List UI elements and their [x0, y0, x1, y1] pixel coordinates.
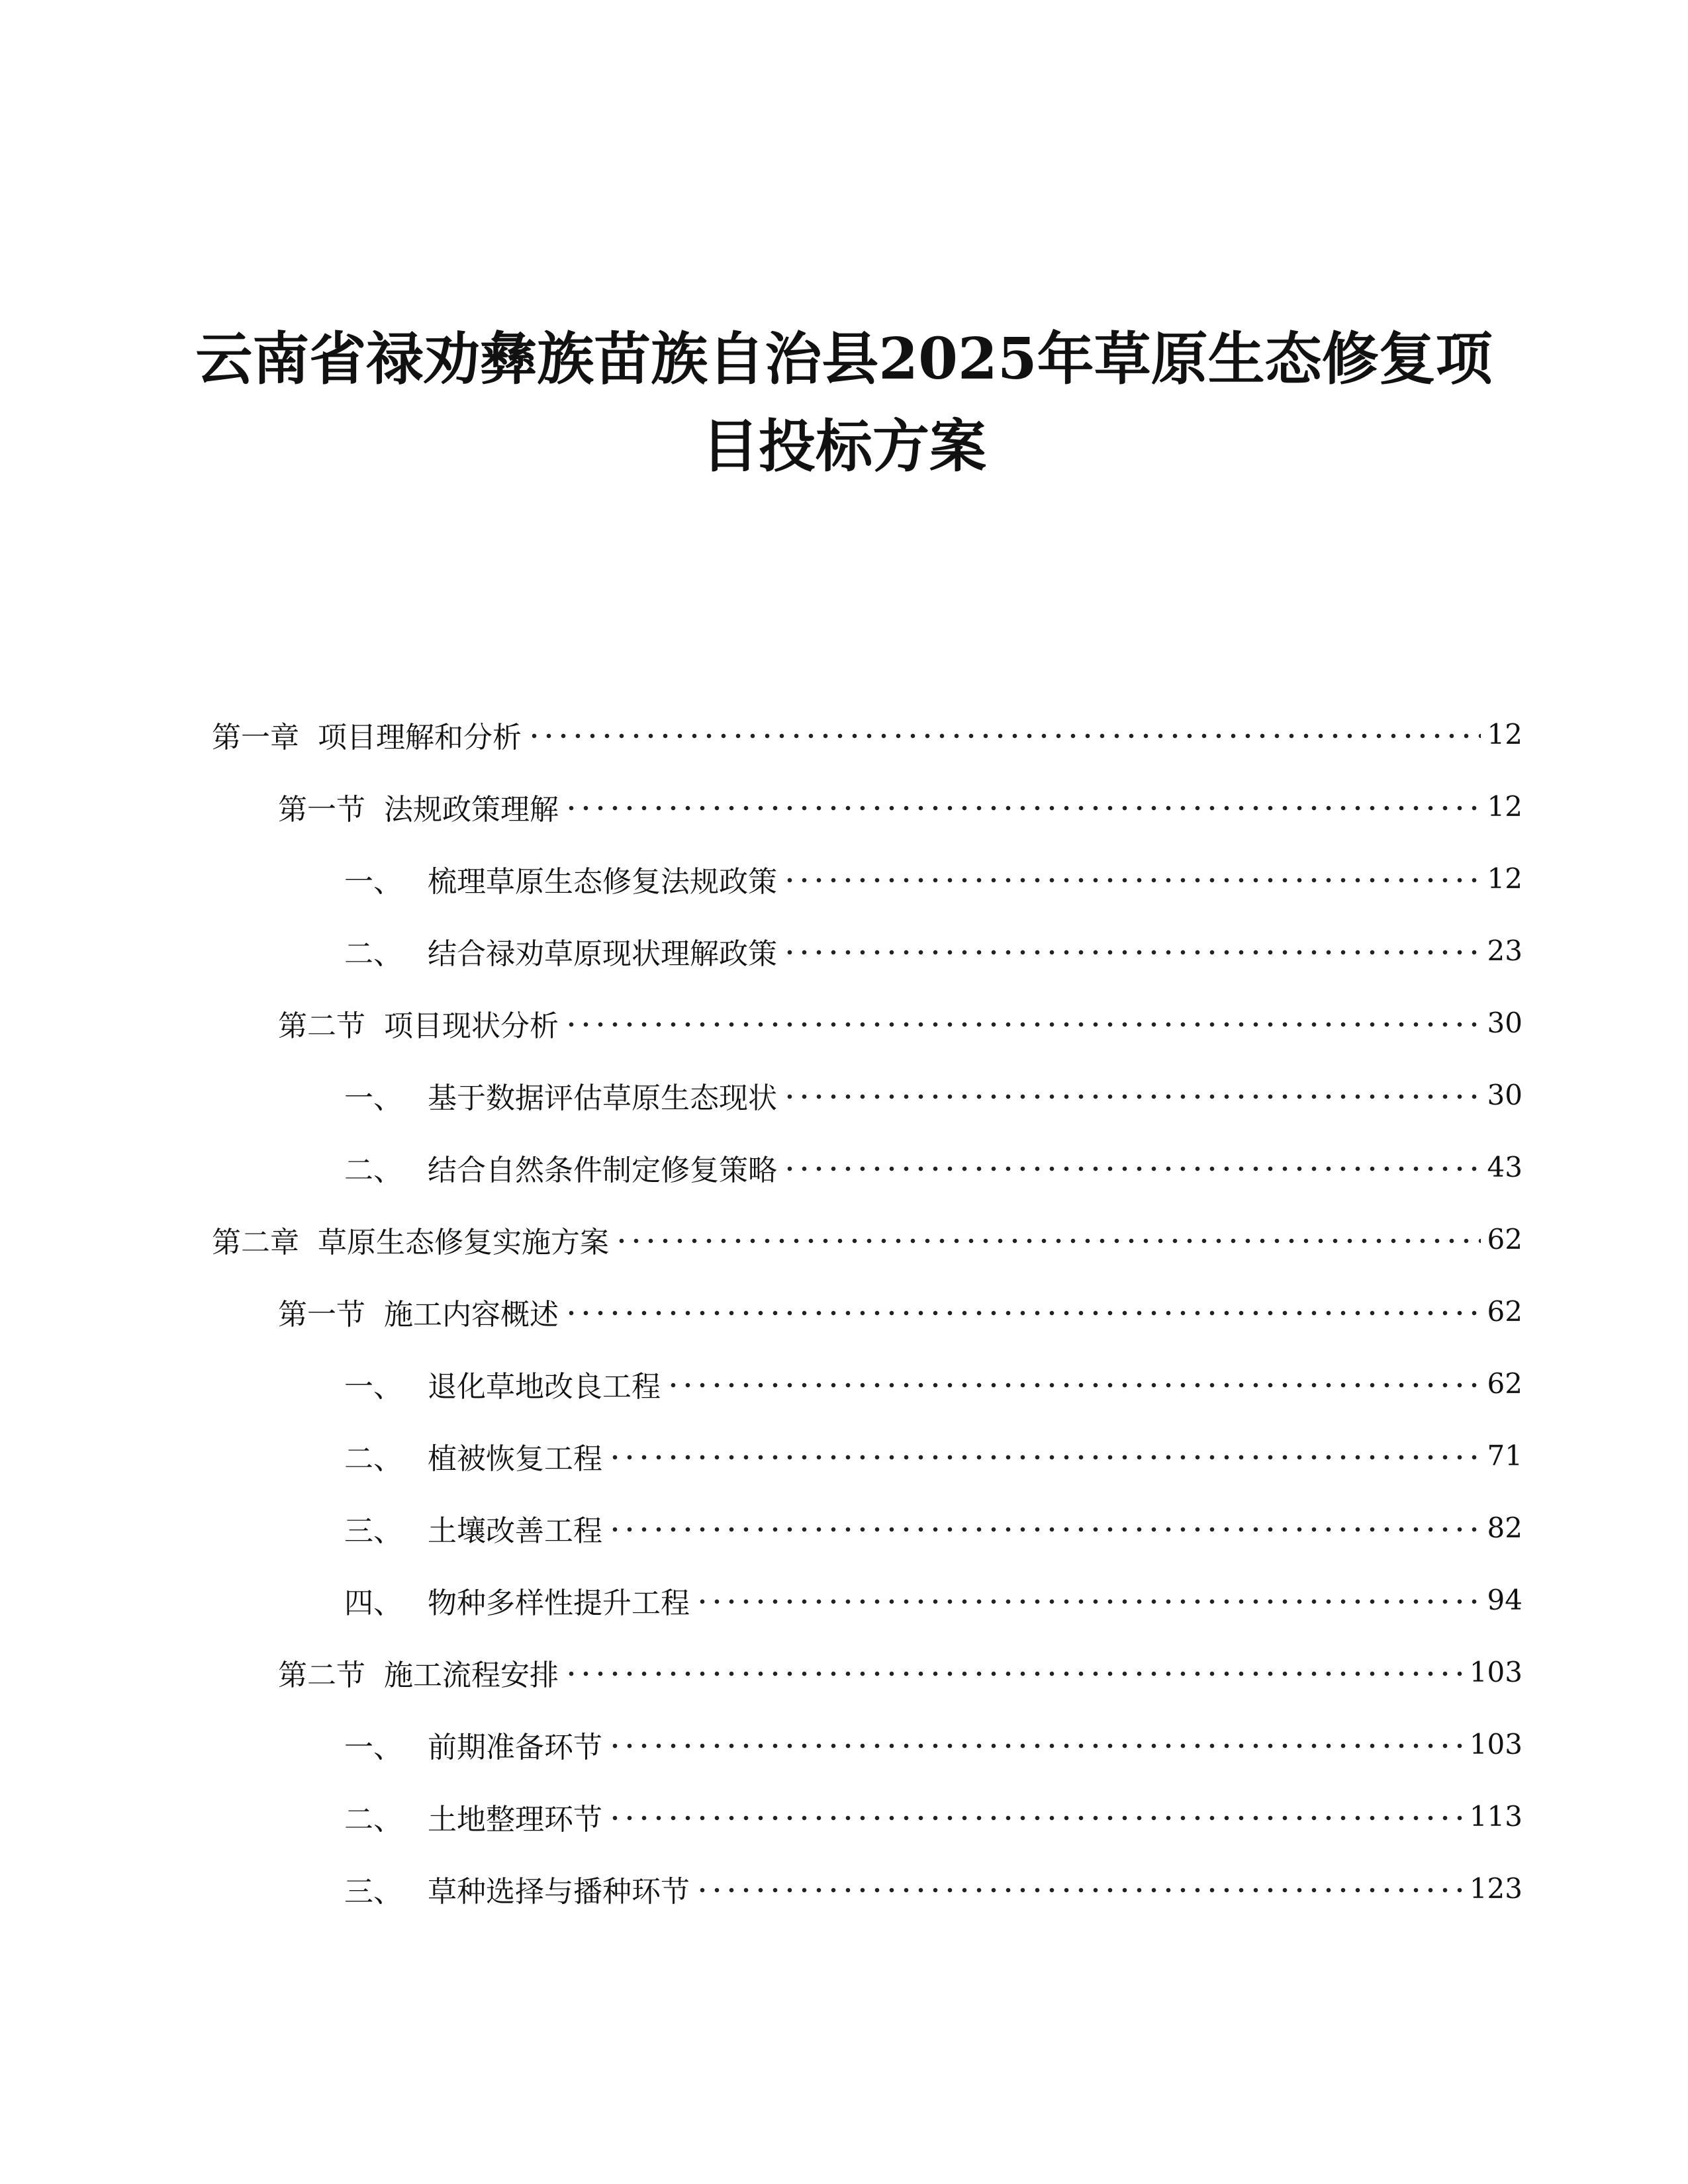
toc-entry-number: 二、	[344, 1153, 402, 1187]
document-title-line-2: 目投标方案	[702, 413, 986, 480]
toc-entry-number: 二、	[344, 1441, 402, 1476]
toc-entry[interactable]	[212, 1059, 1523, 1131]
toc-page-number: 113	[1469, 1800, 1523, 1833]
document-title-line-1: 云南省禄劝彝族苗族自治县2025年草原生态修复项	[195, 326, 1493, 392]
toc-entry-title: 退化草地改良工程	[428, 1369, 661, 1404]
toc-entry-label	[278, 786, 559, 828]
toc-entry-label	[344, 1435, 602, 1477]
toc-dot-leader	[695, 1876, 1463, 1905]
toc-entry-title: 前期准备环节	[428, 1730, 602, 1764]
toc-entry-title: 基于数据评估草原生态现状	[428, 1081, 777, 1115]
toc-page-number: 43	[1487, 1151, 1523, 1183]
toc-entry-number: 三、	[344, 1514, 402, 1548]
toc-entry-title: 项目现状分析	[384, 1009, 559, 1043]
toc-entry-label	[344, 1074, 777, 1116]
toc-dot-leader	[608, 1803, 1463, 1833]
toc-entry[interactable]	[212, 1492, 1523, 1564]
toc-dot-leader	[782, 938, 1481, 967]
toc-entry-title: 土地整理环节	[428, 1802, 602, 1837]
toc-page-number: 62	[1487, 1223, 1523, 1255]
toc-entry[interactable]	[212, 1564, 1523, 1636]
toc-entry-title: 土壤改善工程	[428, 1514, 602, 1548]
toc-dot-leader	[608, 1731, 1463, 1760]
toc-entry-number: 二、	[344, 1802, 402, 1837]
toc-entry-number: 第二节	[278, 1658, 365, 1692]
toc-entry-label	[278, 1002, 559, 1044]
toc-entry-title: 植被恢复工程	[428, 1441, 602, 1476]
toc-entry[interactable]	[212, 915, 1523, 987]
toc-entry-title: 结合自然条件制定修复策略	[428, 1153, 777, 1187]
toc-entry-title: 施工内容概述	[384, 1297, 559, 1332]
toc-page-number: 103	[1469, 1728, 1523, 1760]
toc-entry-number: 一、	[344, 864, 402, 899]
toc-entry-number: 二、	[344, 936, 402, 971]
toc-entry-number: 第二节	[278, 1009, 365, 1043]
toc-entry[interactable]	[212, 842, 1523, 915]
toc-entry[interactable]	[212, 987, 1523, 1059]
toc-dot-leader	[782, 1082, 1481, 1111]
toc-entry-label	[212, 713, 522, 756]
toc-entry-label	[344, 930, 777, 972]
toc-entry-title: 草原生态修复实施方案	[318, 1225, 609, 1259]
toc-dot-leader	[782, 866, 1481, 895]
toc-dot-leader	[782, 1154, 1481, 1183]
toc-entry-number: 第一节	[278, 792, 365, 827]
toc-entry-number: 一、	[344, 1730, 402, 1764]
toc-page-number: 103	[1469, 1656, 1523, 1688]
toc-entry-label	[344, 1146, 777, 1189]
toc-entry[interactable]	[212, 1131, 1523, 1203]
toc-entry[interactable]	[212, 1636, 1523, 1708]
toc-entry[interactable]	[212, 1420, 1523, 1492]
toc-page-number: 94	[1487, 1584, 1523, 1616]
toc-dot-leader	[564, 1010, 1481, 1039]
toc-page-number: 123	[1469, 1872, 1523, 1905]
toc-entry-label	[344, 1507, 602, 1549]
toc-entry-number: 四、	[344, 1586, 402, 1620]
toc-entry-title: 草种选择与播种环节	[428, 1874, 690, 1909]
toc-page-number: 30	[1487, 1007, 1523, 1039]
toc-entry-label	[344, 1579, 690, 1621]
toc-entry-title: 法规政策理解	[384, 792, 559, 827]
toc-page-number: 23	[1487, 934, 1523, 967]
toc-dot-leader	[527, 721, 1481, 751]
toc-entry[interactable]	[212, 698, 1523, 770]
toc-entry-number: 第二章	[212, 1225, 299, 1259]
toc-page-number: 62	[1487, 1367, 1523, 1400]
toc-entry[interactable]	[212, 1203, 1523, 1275]
toc-page-number: 12	[1487, 790, 1523, 823]
toc-dot-leader	[564, 1298, 1481, 1328]
toc-page-number: 12	[1487, 718, 1523, 751]
toc-entry-label	[212, 1218, 609, 1261]
toc-dot-leader	[608, 1515, 1481, 1544]
toc-entry-title: 梳理草原生态修复法规政策	[428, 864, 777, 899]
toc-page-number: 30	[1487, 1079, 1523, 1111]
toc-entry-label	[344, 858, 777, 900]
toc-entry-number: 第一章	[212, 720, 299, 754]
toc-entry-number: 三、	[344, 1874, 402, 1909]
toc-entry-label	[344, 1796, 602, 1838]
toc-entry[interactable]	[212, 1275, 1523, 1347]
toc-page-number: 12	[1487, 862, 1523, 895]
toc-page-number: 82	[1487, 1512, 1523, 1544]
document-title	[132, 326, 1556, 506]
toc-dot-leader	[614, 1226, 1481, 1255]
toc-dot-leader	[666, 1371, 1481, 1400]
toc-entry-title: 项目理解和分析	[318, 720, 522, 754]
toc-entry-label	[344, 1363, 661, 1405]
toc-entry-number: 一、	[344, 1369, 402, 1404]
toc-entry-label	[344, 1868, 690, 1910]
toc-entry-title: 物种多样性提升工程	[428, 1586, 690, 1620]
toc-entry-title: 结合禄劝草原现状理解政策	[428, 936, 777, 971]
toc-entry[interactable]	[212, 1780, 1523, 1852]
table-of-contents	[212, 698, 1523, 1925]
toc-entry[interactable]	[212, 1852, 1523, 1925]
toc-page-number: 62	[1487, 1295, 1523, 1328]
toc-entry-number: 一、	[344, 1081, 402, 1115]
toc-dot-leader	[564, 1659, 1463, 1688]
toc-entry-title: 施工流程安排	[384, 1658, 559, 1692]
toc-entry-label	[278, 1291, 559, 1333]
toc-entry[interactable]	[212, 770, 1523, 842]
toc-entry-label	[278, 1651, 559, 1694]
toc-dot-leader	[564, 794, 1481, 823]
toc-page-number: 71	[1487, 1439, 1523, 1472]
toc-dot-leader	[608, 1443, 1481, 1472]
toc-entry[interactable]	[212, 1347, 1523, 1420]
toc-entry-number: 第一节	[278, 1297, 365, 1332]
toc-entry-label	[344, 1723, 602, 1766]
toc-entry[interactable]	[212, 1708, 1523, 1780]
toc-dot-leader	[695, 1587, 1481, 1616]
